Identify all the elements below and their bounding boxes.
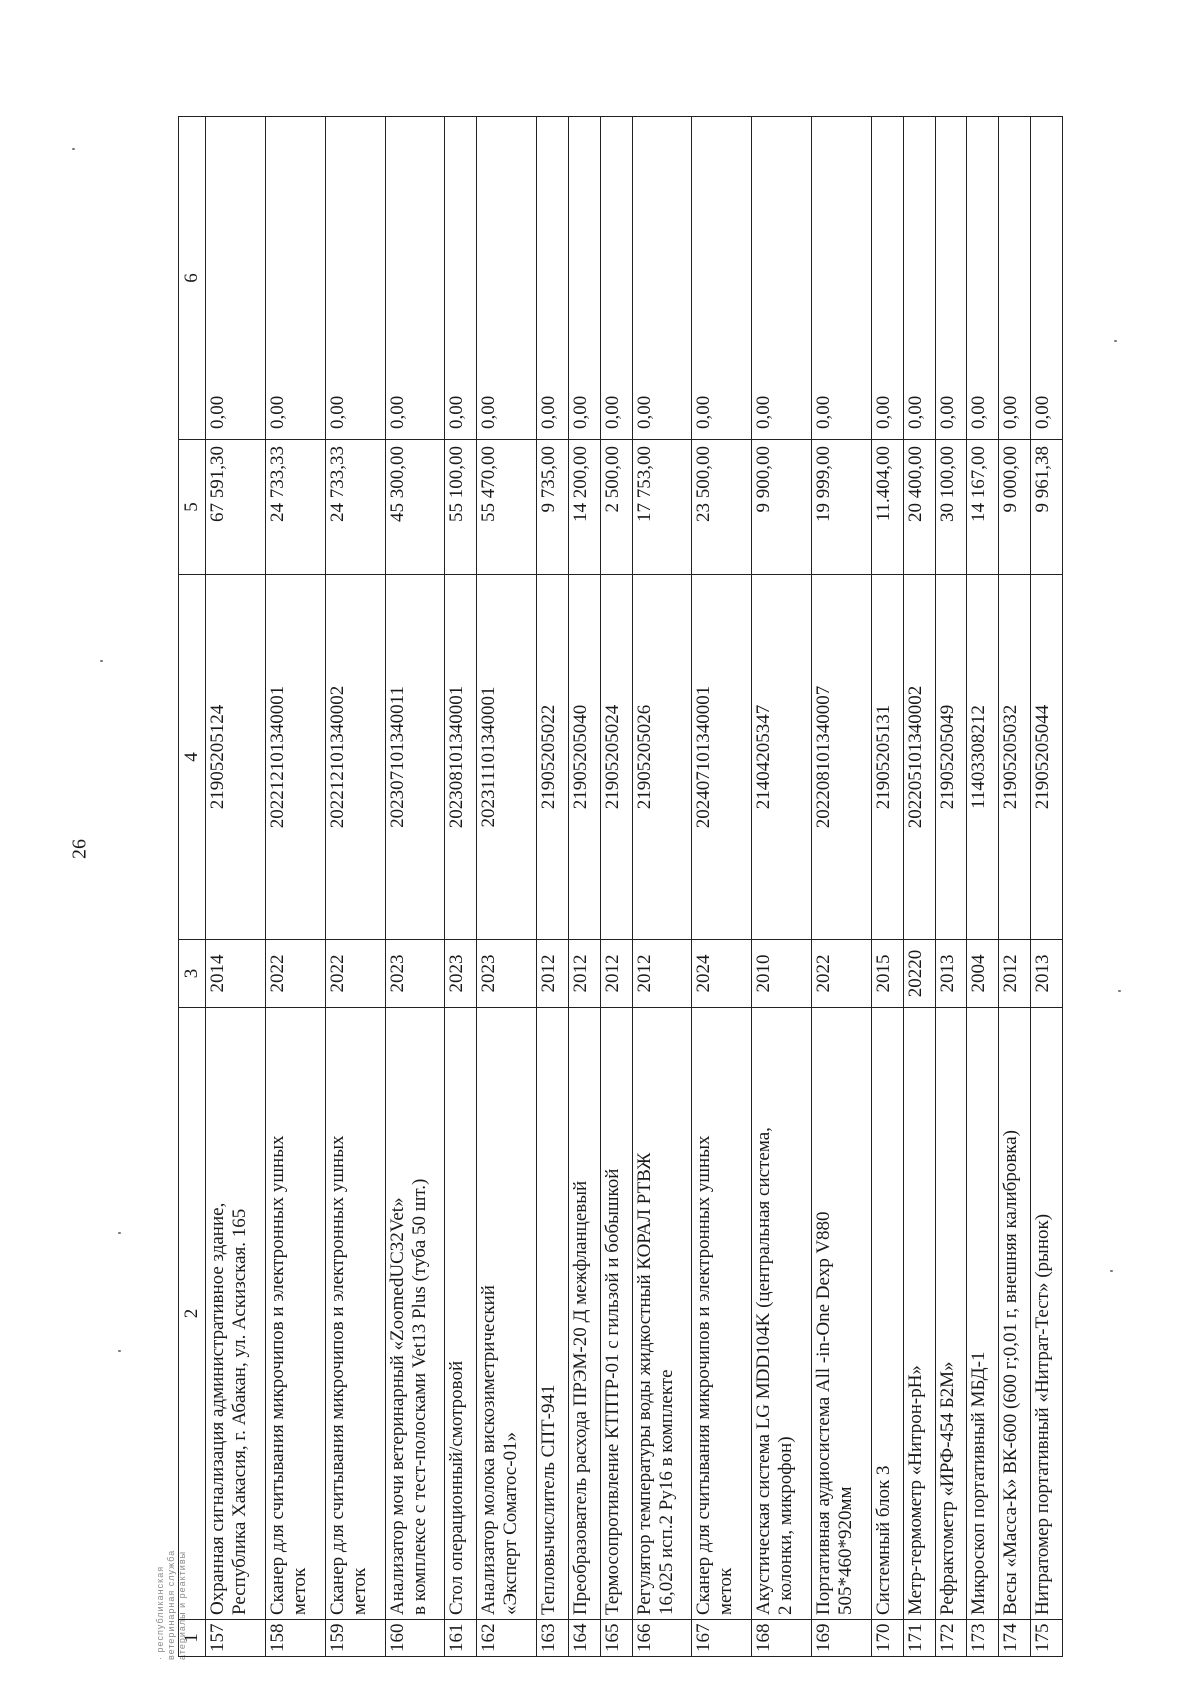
cost-cell: 9 900,00 <box>752 440 812 575</box>
item-description: Термосопротивление КТПТР-01 с гильзой и бобышкой <box>600 1008 632 1620</box>
table-row <box>600 117 632 1657</box>
stamp-line: ветеринарная служба <box>166 1549 176 1660</box>
inventory-number: 21905205024 <box>600 575 632 940</box>
cost-cell: 24 733,33 <box>325 440 385 575</box>
year-cell: 2022 <box>325 940 385 1008</box>
year-cell: 2022 <box>265 940 325 1008</box>
inventory-number: 21905205026 <box>632 575 692 940</box>
item-description: Сканер для считывания микрочипов и электронных ушных меток <box>692 1008 752 1620</box>
header-cell: 4 <box>179 575 206 940</box>
residual-value: 0,00 <box>967 117 999 440</box>
residual-value: 0,00 <box>632 117 692 440</box>
inventory-number: 202307101340011 <box>385 575 445 940</box>
cost-cell: 14 167,00 <box>967 440 999 575</box>
item-description: Тепловычислитель СПТ-941 <box>537 1008 569 1620</box>
table-row <box>1031 117 1063 1657</box>
table-row <box>537 117 569 1657</box>
residual-value: 0,00 <box>206 117 266 440</box>
scan-speck <box>72 148 75 150</box>
residual-value: 0,00 <box>568 117 600 440</box>
table-row <box>967 117 999 1657</box>
inventory-number: 202205101340002 <box>903 575 935 940</box>
cost-cell: 11.404,00 <box>871 440 903 575</box>
inventory-number: 11403308212 <box>967 575 999 940</box>
residual-value: 0,00 <box>812 117 872 440</box>
item-description: Весы «Масса-К» ВК-600 (600 г;0,01 г, внешняя калибровка) <box>999 1008 1031 1620</box>
table-row <box>385 117 445 1657</box>
row-number: 175 <box>1031 1620 1063 1657</box>
year-cell: 2010 <box>752 940 812 1008</box>
page-number: 26 <box>68 839 91 859</box>
header-cell: 5 <box>179 440 206 575</box>
year-cell: 2012 <box>537 940 569 1008</box>
inventory-number: 21905205040 <box>568 575 600 940</box>
table-row <box>871 117 903 1657</box>
year-cell: 2012 <box>568 940 600 1008</box>
inventory-number: 202212101340002 <box>325 575 385 940</box>
inventory-number: 21905205049 <box>935 575 967 940</box>
item-description: Микроскоп портативный МБД-1 <box>967 1008 999 1620</box>
residual-value: 0,00 <box>935 117 967 440</box>
header-row <box>179 117 206 1657</box>
row-number: 166 <box>632 1620 692 1657</box>
inventory-number: 21905205124 <box>206 575 266 940</box>
year-cell: 2024 <box>692 940 752 1008</box>
residual-value: 0,00 <box>692 117 752 440</box>
item-description: Стол операционный/смотровой <box>445 1008 477 1620</box>
header-cell: 6 <box>179 117 206 440</box>
year-cell: 2012 <box>632 940 692 1008</box>
inventory-number: 21905205131 <box>871 575 903 940</box>
row-number: 161 <box>445 1620 477 1657</box>
row-number: 172 <box>935 1620 967 1657</box>
year-cell: 2013 <box>1031 940 1063 1008</box>
residual-value: 0,00 <box>600 117 632 440</box>
cost-cell: 9 961,38 <box>1031 440 1063 575</box>
item-description: Портативная аудиосистема All -in-One Dexp V880 505*460*920мм <box>812 1008 872 1620</box>
scan-speck <box>1118 990 1121 992</box>
item-description: Преобразователь расхода ПРЭМ-20 Д межфланцевый <box>568 1008 600 1620</box>
cost-cell: 45 300,00 <box>385 440 445 575</box>
row-number: 169 <box>812 1620 872 1657</box>
item-description: Анализатор молока вискозиметрический «Эксперт Соматос-01» <box>477 1008 537 1620</box>
year-cell: 2023 <box>385 940 445 1008</box>
cost-cell: 30 100,00 <box>935 440 967 575</box>
inventory-number: 21905205044 <box>1031 575 1063 940</box>
inventory-table <box>178 116 1063 1657</box>
cost-cell: 23 500,00 <box>692 440 752 575</box>
header-cell: 3 <box>179 940 206 1008</box>
inventory-table-rotated <box>178 117 1063 1657</box>
table-body <box>206 117 1063 1657</box>
row-number: 158 <box>265 1620 325 1657</box>
row-number: 165 <box>600 1620 632 1657</box>
inventory-number: 202311101340001 <box>477 575 537 940</box>
scan-speck <box>118 1232 121 1234</box>
inventory-number: 202308101340001 <box>445 575 477 940</box>
row-number: 167 <box>692 1620 752 1657</box>
table-row <box>325 117 385 1657</box>
residual-value: 0,00 <box>752 117 812 440</box>
table-row <box>812 117 872 1657</box>
item-description: Рефрактометр «ИРФ-454 Б2М» <box>935 1008 967 1620</box>
item-description: Охранная сигнализация административное здание, Республика Хакасия, г. Абакан, ул. Аскизская. 165 <box>206 1008 266 1620</box>
year-cell: 2023 <box>477 940 537 1008</box>
scan-speck <box>1110 1270 1113 1272</box>
cost-cell: 24 733,33 <box>265 440 325 575</box>
inventory-number: 202208101340007 <box>812 575 872 940</box>
item-description: Системный блок 3 <box>871 1008 903 1620</box>
scan-speck <box>100 660 103 662</box>
cost-cell: 17 753,00 <box>632 440 692 575</box>
residual-value: 0,00 <box>445 117 477 440</box>
row-number: 173 <box>967 1620 999 1657</box>
cost-cell: 9 735,00 <box>537 440 569 575</box>
row-number: 174 <box>999 1620 1031 1657</box>
item-description: Акустическая система LG MDD104K (центральная система, 2 колонки, микрофон) <box>752 1008 812 1620</box>
cost-cell: 9 000,00 <box>999 440 1031 575</box>
item-description: Метр-термометр «Нитрон-рН» <box>903 1008 935 1620</box>
year-cell: 2012 <box>999 940 1031 1008</box>
table-row <box>752 117 812 1657</box>
residual-value: 0,00 <box>385 117 445 440</box>
year-cell: 2013 <box>935 940 967 1008</box>
row-number: 170 <box>871 1620 903 1657</box>
inventory-number: 202212101340001 <box>265 575 325 940</box>
scan-speck <box>118 1350 121 1352</box>
stamp-line: · республиканская <box>155 1565 165 1660</box>
residual-value: 0,00 <box>903 117 935 440</box>
table-row <box>935 117 967 1657</box>
cost-cell: 20 400,00 <box>903 440 935 575</box>
table-row <box>632 117 692 1657</box>
table-row <box>903 117 935 1657</box>
year-cell: 2004 <box>967 940 999 1008</box>
row-number: 164 <box>568 1620 600 1657</box>
table-row <box>477 117 537 1657</box>
row-number: 163 <box>537 1620 569 1657</box>
item-description: Сканер для считывания микрочипов и электронных ушных меток <box>325 1008 385 1620</box>
cost-cell: 19 999,00 <box>812 440 872 575</box>
year-cell: 2023 <box>445 940 477 1008</box>
row-number: 159 <box>325 1620 385 1657</box>
stamp-line: атериалы и реактивы <box>177 1550 187 1660</box>
item-description: Анализатор мочи ветеринарный «ZoomedUC32Vet» в комплексе с тест-полосками Vet13 Plus (туба 50 шт.) <box>385 1008 445 1620</box>
table-row <box>568 117 600 1657</box>
cost-cell: 67 591,30 <box>206 440 266 575</box>
residual-value: 0,00 <box>477 117 537 440</box>
table-row <box>999 117 1031 1657</box>
residual-value: 0,00 <box>325 117 385 440</box>
row-number: 171 <box>903 1620 935 1657</box>
row-number: 168 <box>752 1620 812 1657</box>
row-number: 160 <box>385 1620 445 1657</box>
residual-value: 0,00 <box>1031 117 1063 440</box>
year-cell: 20220 <box>903 940 935 1008</box>
inventory-number: 202407101340001 <box>692 575 752 940</box>
item-description: Нитратомер портативный «Нитрат-Тест» (рынок) <box>1031 1008 1063 1620</box>
table-row <box>445 117 477 1657</box>
header-cell: 2 <box>179 1008 206 1620</box>
cost-cell: 55 100,00 <box>445 440 477 575</box>
item-description: Регулятор температуры воды жидкостный КОРАЛ РТВЖ 16,025 исп.2 Ру16 в комплекте <box>632 1008 692 1620</box>
residual-value: 0,00 <box>265 117 325 440</box>
residual-value: 0,00 <box>871 117 903 440</box>
inventory-number: 21905205022 <box>537 575 569 940</box>
year-cell: 2022 <box>812 940 872 1008</box>
year-cell: 2015 <box>871 940 903 1008</box>
residual-value: 0,00 <box>537 117 569 440</box>
cost-cell: 14 200,00 <box>568 440 600 575</box>
row-number: 162 <box>477 1620 537 1657</box>
item-description: Сканер для считывания микрочипов и электронных ушных меток <box>265 1008 325 1620</box>
header-cell: 1 <box>179 1620 206 1657</box>
cost-cell: 2 500,00 <box>600 440 632 575</box>
inventory-number: 21905205032 <box>999 575 1031 940</box>
inventory-number: 21404205347 <box>752 575 812 940</box>
table-row <box>692 117 752 1657</box>
table-row <box>265 117 325 1657</box>
table-row <box>206 117 266 1657</box>
residual-value: 0,00 <box>999 117 1031 440</box>
cost-cell: 55 470,00 <box>477 440 537 575</box>
row-number: 157 <box>206 1620 266 1657</box>
year-cell: 2014 <box>206 940 266 1008</box>
year-cell: 2012 <box>600 940 632 1008</box>
scan-speck <box>1114 340 1117 342</box>
